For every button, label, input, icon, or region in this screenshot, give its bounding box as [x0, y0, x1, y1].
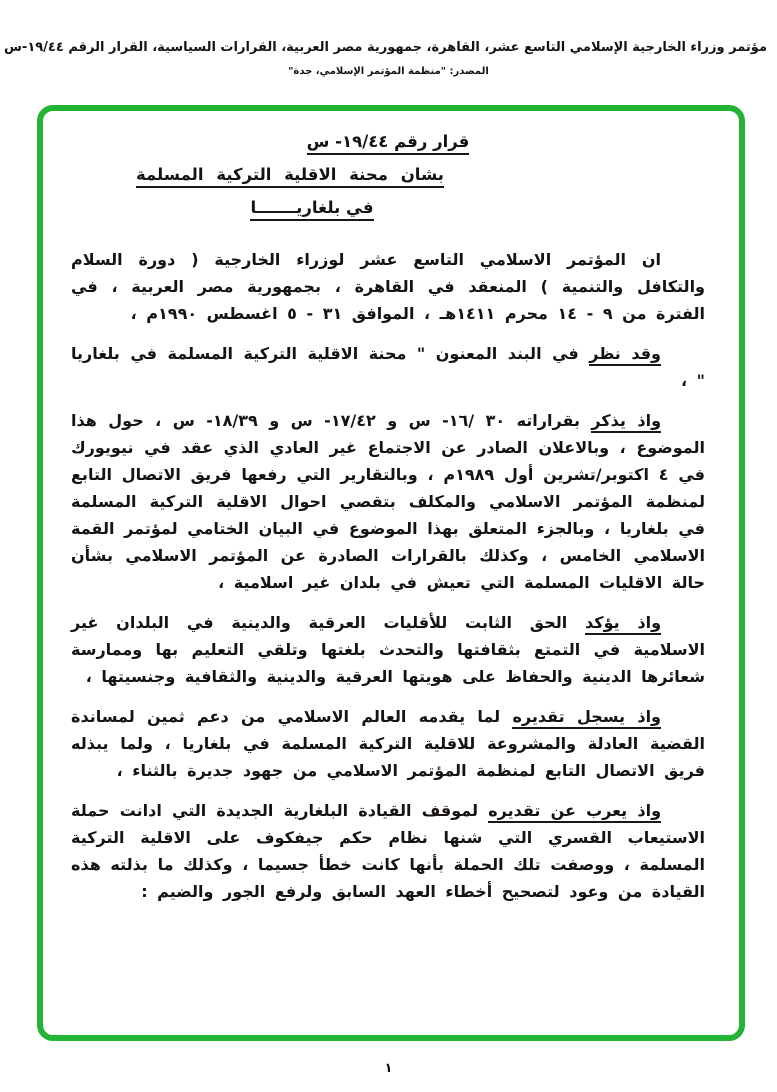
header-citation-line: مؤتمر وزراء الخارجية الإسلامي التاسع عشر، القاهرة، جمهورية مصر العربية، القرارات السياسية، القرار الرقم ١٩/٤٤-س	[3, 40, 767, 55]
resolution-subject-text: بشان محنة الاقلية التركية المسلمة	[136, 165, 444, 188]
resolution-location-text: في بلغاريـــــــا	[250, 198, 373, 221]
resolution-paragraph: وقد نظر في البند المعنون " محنة الاقلية التركية المسلمة في بلغاريا " ،	[71, 344, 705, 390]
header-source-line: المصدر: "منظمة المؤتمر الإسلامي، جدة"	[288, 66, 489, 77]
clause-lead-underlined: واذ يسجل تقديره	[512, 707, 661, 729]
resolution-number-text: قرار رقم ١٩/٤٤- س	[307, 132, 470, 155]
clause-lead-underlined: واذ يعرب عن تقديره	[488, 801, 661, 823]
clause-lead-underlined: وقد نظر	[589, 344, 661, 366]
resolution-number-title	[71, 125, 705, 158]
resolution-subject-title	[0, 158, 607, 191]
resolution-title-block	[71, 119, 705, 224]
document-body	[71, 119, 705, 1027]
clause-lead-underlined: واذ يؤكد	[585, 613, 661, 635]
clause-lead-underlined: واذ يذكر	[591, 411, 661, 433]
resolution-location-title	[0, 191, 629, 224]
resolution-paragraph: ان المؤتمر الاسلامي التاسع عشر لوزراء الخارجية ( دورة السلام والتكافل والتنمية ) المنعقد في القاهرة ، بجمهورية مصر العربية ، في الفترة من ٩ - ١٤ محرم ١٤١١هـ ، الموافق ٣١ - ٥ اغسطس ١٩٩٠م ،	[71, 250, 705, 323]
resolution-paragraph: واذ يؤكد الحق الثابت للأقليات العرقية والدينية في البلدان غير الاسلامية في التمتع بثقافتها والتحدث بلغتها وتلقي التعليم بها وممارسة شعائرها الدينية والحفاظ على هويتها العرقية والدينية والثقافية وجنسيتها ،	[71, 613, 705, 686]
resolution-paragraphs	[71, 246, 705, 905]
resolution-paragraph: واذ يسجل تقديره لما يقدمه العالم الاسلامي من دعم ثمين لمساندة القضية العادلة والمشروعة للاقلية التركية المسلمة في بلغاريا ، ولما يبذله فريق الاتصال التابع لمنظمة المؤتمر الاسلامي من جهود جديرة بالثناء ،	[71, 707, 705, 780]
page-number: ١	[384, 1061, 393, 1076]
resolution-paragraph: واذ يذكر بقراراته ٣٠ /١٦- س و ١٧/٤٢- س و ١٨/٣٩- س ، حول هذا الموضوع ، وبالاعلان الصادر عن الاجتماع غير العادي الذي عقد في نيويورك في ٤ اكتوبر/تشرين أول ١٩٨٩م ، وبالتقارير التي رفعها فريق الاتصال التابع لمنظمة المؤتمر الاسلامي والمكلف بتقصي احوال الاقلية التركية المسلمة في بلغاريا ، وبالجزء المتعلق بهذا الموضوع في البيان الختامي لمؤتمر القمة الاسلامي الخامس ، وكذلك بالقرارات الصادرة عن المؤتمر الاسلامي بشأن حالة الاقليات المسلمة التي تعيش في بلدان غير اسلامية ،	[71, 411, 706, 592]
green-border-frame	[37, 105, 745, 1041]
resolution-paragraph: واذ يعرب عن تقديره لموقف القيادة البلغارية الجديدة التي ادانت حملة الاستيعاب القسري التي شنها نظام حكم جيفكوف على الاقلية التركية المسلمة ، ووصفت تلك الحملة بأنها كانت خطأ جسيما ، وكذلك ما بذلته هذه القيادة من وعود لتصحيح أخطاء العهد السابق ولرفع الجور والضيم :	[71, 801, 705, 901]
